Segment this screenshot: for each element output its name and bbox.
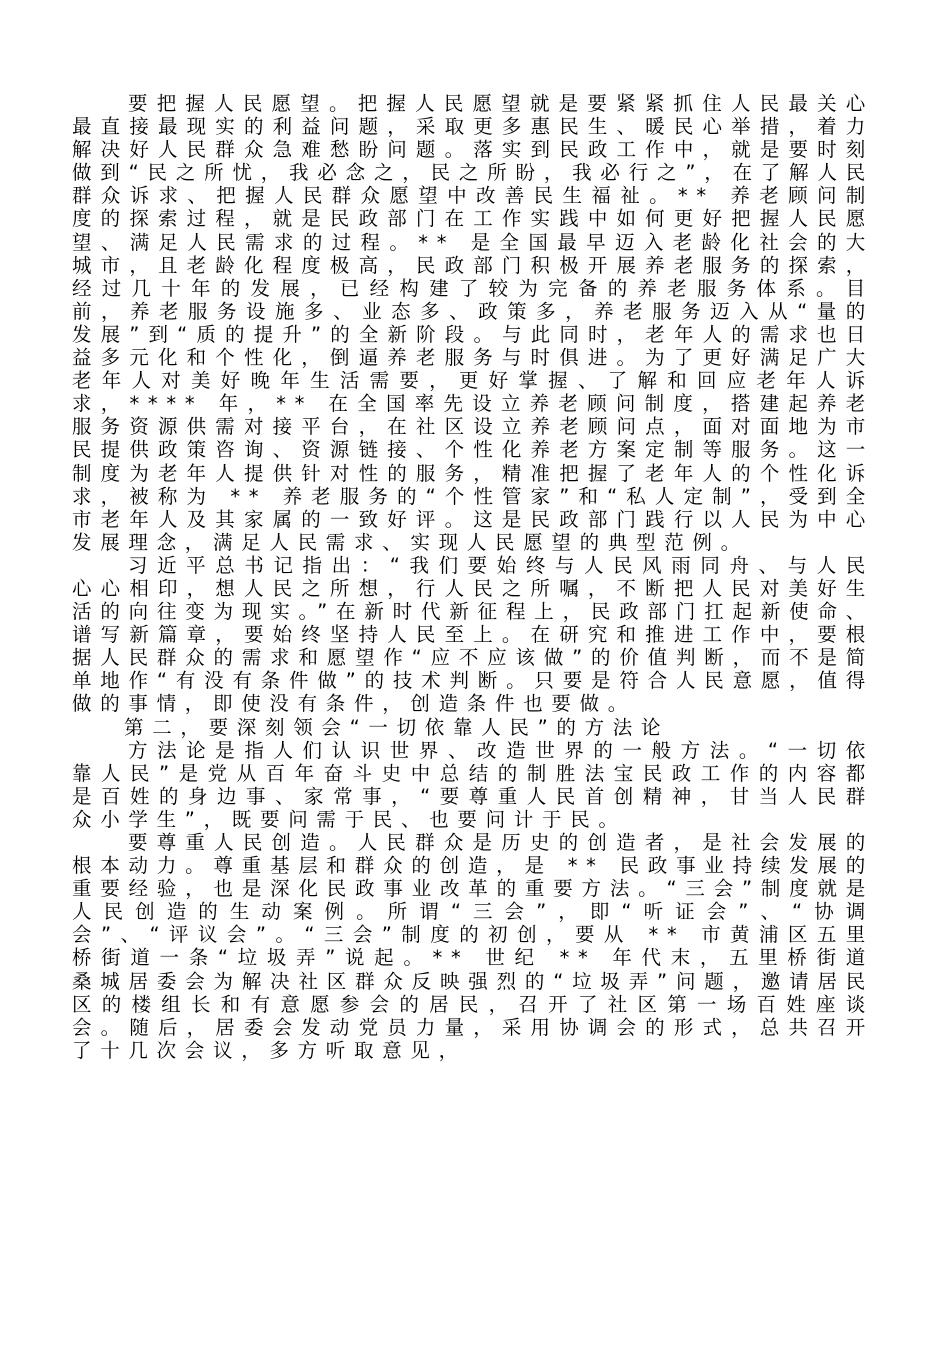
paragraph-people-wishes: 要把握人民愿望。把握人民愿望就是要紧紧抓住人民最关心最直接最现实的利益问题，采取更多惠民生、暖民心举措，着力解决好人民群众急难愁盼问题。落实到民政工作中，就是要时刻做到“民之所忧，我必念之，民之所盼，我必行之”，在了解人民群众诉求、把握人民群众愿望中改善民生福祉。** 养老顾问制度的探索过程，就是民政部门在工作实践中如何更好把握人民愿望、满足人民需求的过程。** 是全国最早迈入老龄化社会的大城市，且老龄化程度极高，民政部门积极开展养老服务的探索，经过几十年的发展，已经构建了较为完备的养老服务体系。目前，养老服务设施多、业态多、政策多，养老服务迈入从“量的发展”到“质的提升”的全新阶段。与此同时，老年人的需求也日益多元化和个性化，倒逼养老服务与时俱进。为了更好满足广大老年人对美好晚年生活需要，更好掌握、了解和回应老年人诉求，**** 年，** 在全国率先设立养老顾问制度，搭建起养老服务资源供需对接平台，在社区设立养老顾问点，面对面地为市民提供政策咨询、资源链接、个性化养老方案定制等服务。这一制度为老年人提供针对性的服务，精准把握了老年人的个性化诉求，被称为 ** 养老服务的“个性管家”和“私人定制”，受到全市老年人及其家属的一致好评。这是民政部门践行以人民为中心发展理念，满足人民需求、实现人民愿望的典型范例。 bbox=[72, 92, 874, 554]
paragraph-methodology: 方法论是指人们认识世界、改造世界的一般方法。“一切依靠人民”是党从百年奋斗史中总结的制胜法宝民政工作的内容都是百姓的身边事、家常事，“要尊重人民首创精神，甘当人民群众小学生”，既要问需于民、也要问计于民。 bbox=[72, 738, 874, 831]
paragraph-respect-creation: 要尊重人民创造。人民群众是历史的创造者，是社会发展的根本动力。尊重基层和群众的创造，是 ** 民政事业持续发展的重要经验，也是深化民政事业改革的重要方法。“三会”制度就是人民创造的生动案例。所谓“三会”，即“听证会”、“协调会”、“评议会”。“三会”制度的初创，要从 ** 市黄浦区五里桥街道一条“垃圾弄”说起。** 世纪 ** 年代末，五里桥街道桑城居委会为解决社区群众反映强烈的“垃圾弄”问题，邀请居民区的楼组长和有意愿参会的居民，召开了社区第一场百姓座谈会。随后，居委会发动党员力量，采用协调会的形式，总共召开了十几次会议，多方听取意见， bbox=[72, 831, 874, 1062]
paragraph-xi-quote: 习近平总书记指出：“我们要始终与人民风雨同舟、与人民心心相印，想人民之所想，行人民之所嘱，不断把人民对美好生活的向往变为现实。”在新时代新征程上，民政部门扛起新使命、谱写新篇章，要始终坚持人民至上。在研究和推进工作中，要根据人民群众的需求和愿望作“应不应该做”的价值判断，而不是简单地作“有没有条件做”的技术判断。只要是符合人民意愿，值得做的事情，即使没有条件，创造条件也要做。 bbox=[72, 553, 874, 716]
document-body bbox=[72, 92, 874, 1062]
section-heading: 第二，要深刻领会“一切依靠人民”的方法论 bbox=[124, 715, 670, 739]
